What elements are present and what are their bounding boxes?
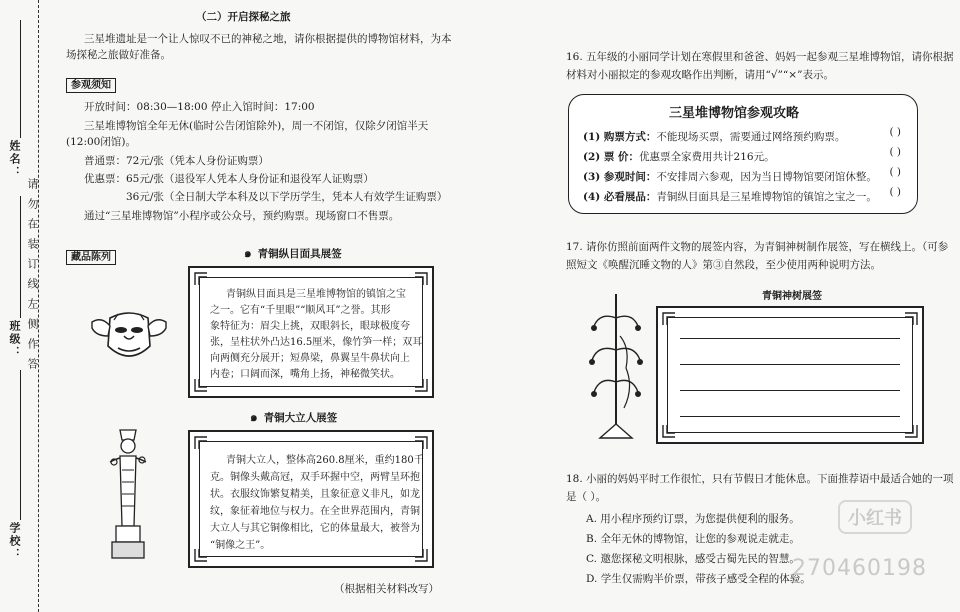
exhibit2-line-3: 状。衣服纹饰繁复精美，且象征意义非凡，如龙 [210, 489, 420, 500]
q18-line-2: 是（ ）。 [566, 491, 607, 503]
fret-corner-ornament [413, 377, 429, 393]
q16-line-2: 材料对小丽拟定的参观攻略作出判断，请用“√”“×”表示。 [566, 69, 834, 81]
guide-item-2 [583, 145, 905, 164]
fret-corner-ornament [661, 423, 677, 439]
fret-corner-ornament [193, 377, 209, 393]
fret-corner-ornament [903, 423, 919, 439]
source-note: （根据相关材料改写） [334, 583, 439, 595]
fret-corner-ornament [413, 435, 429, 451]
guide-item-2-text: 优惠票全家费用共计216元。 [639, 151, 775, 163]
sacred-tree-icon [586, 288, 646, 442]
name-field [6, 20, 22, 180]
guide-item-3-answer[interactable]: ( ) [889, 166, 901, 178]
exhibit1-line-2: 之一。它有“千里眼”“顺风耳”之誉。其形 [210, 305, 391, 316]
name-label: 姓名： [8, 140, 21, 179]
guide-item-3-label: (3) 参观时间： [583, 171, 657, 183]
notice-line-1: 开放时间：08:30—18:00 停止入馆时间：17:00 [84, 101, 315, 113]
school-label: 学校： [8, 522, 21, 561]
mask-icon [88, 306, 170, 370]
exhibit2-line-1: 青铜大立人，整体高260.8厘米，重约180千 [226, 455, 424, 466]
seal-notice: 请勿在装订线左侧作答 [26, 178, 39, 378]
class-underline [20, 196, 21, 318]
bronze-mask-illustration [88, 306, 170, 370]
q16-line-1: 16. 五年级的小丽同学计划在寒假里和爸爸、妈妈一起参观三星堆博物馆，请你根据 [566, 51, 954, 63]
exhibit2-title [250, 410, 337, 425]
exhibit2-line-6: “铜像之王”。 [210, 540, 271, 551]
exhibit2-title-text: 青铜大立人展签 [263, 412, 338, 424]
answer-line-2[interactable] [680, 364, 900, 365]
q18-option-a[interactable]: A. 用小程序预约订票，为您提供便利的服务。 [586, 513, 800, 525]
guide-item-1-label: (1) 购票方式： [583, 131, 657, 143]
fret-corner-ornament [903, 311, 919, 327]
exhibit1-line-6: 内卷；口阔而深，嘴角上扬，神秘微笑状。 [210, 369, 400, 380]
exhibit1-title [244, 246, 342, 261]
exhibit1-title-text: 青铜纵目面具展签 [257, 248, 342, 260]
exhibit1-line-4: 张，呈柱状外凸达16.5厘米，像竹笋一样；双耳 [210, 337, 423, 348]
answer-line-3[interactable] [680, 390, 900, 391]
q18-option-b[interactable]: B. 全年无休的博物馆，让您的参观说走就走。 [586, 533, 800, 545]
notice-line-5: 优惠票：65元/张（退役军人凭本人身份证和退役军人证购票） [84, 173, 374, 185]
guide-item-1-text: 不能现场买票，需要通过网络预约购票。 [656, 131, 846, 143]
section-title: （二）开启探秘之旅 [196, 11, 291, 23]
exhibit1-label-frame [188, 266, 434, 398]
guide-item-3 [583, 165, 905, 184]
q17-line-2: 照短文《唤醒沉睡文物的人》第③自然段，至少使用两种说明方法。 [566, 259, 881, 271]
bronze-sacred-tree-illustration [586, 288, 646, 442]
notice-line-3: (12:00闭馆)。 [66, 136, 136, 148]
guide-title: 三星堆博物馆参观攻略 [669, 106, 800, 121]
binding-margin [0, 0, 50, 612]
guide-item-4-text: 青铜纵目面具是三星堆博物馆的镇馆之宝之一。 [656, 191, 877, 203]
guide-item-4-label: (4) 必看展品： [583, 191, 657, 203]
exhibit2-label-frame [188, 430, 434, 568]
fret-corner-ornament [661, 311, 677, 327]
guide-item-1-answer[interactable]: ( ) [889, 126, 901, 138]
school-field [6, 370, 22, 590]
q18-line-1: 18. 小丽的妈妈平时工作很忙，只有节假日才能休息。下面推荐语中最适合她的一项 [566, 473, 954, 485]
q18-option-d[interactable]: D. 学生仅需购半价票，带孩子感受全程的体验。 [586, 573, 811, 585]
notice-line-7: 通过“三星堆博物馆”小程序或公众号，预约购票。现场窗口不售票。 [84, 210, 400, 222]
school-underline [20, 370, 21, 520]
class-field [6, 196, 22, 366]
answer-line-1[interactable] [680, 338, 900, 339]
exhibit1-line-5: 向两侧充分展开；短鼻梁，鼻翼呈牛鼻状向上 [210, 353, 410, 364]
notice-line-6: 36元/张（全日制大学本科及以下学历学生，凭本人有效学生证购票） [126, 191, 448, 203]
fret-corner-ornament [193, 547, 209, 563]
exhibit1-line-3: 象特征为：眉尖上挑，双眼斜长，眼球极度夸 [210, 321, 410, 332]
name-underline [20, 20, 21, 138]
guide-item-1 [583, 125, 905, 144]
swirl-ornament-icon: ๑ [250, 410, 258, 424]
intro-line-2: 场探秘之旅做好准备。 [66, 49, 171, 61]
bronze-standing-figure-illustration [106, 426, 150, 564]
notice-line-4: 普通票：72元/张（凭本人身份证购票） [84, 155, 269, 167]
tree-label-title: 青铜神树展签 [762, 291, 822, 302]
watermark-id: 270460198 [792, 556, 927, 581]
guide-item-2-answer[interactable]: ( ) [889, 146, 901, 158]
guide-item-3-text: 不安排周六参观，因为当日博物馆要闭馆休整。 [656, 171, 877, 183]
q17-line-1: 17. 请你仿照前面两件文物的展签内容，为青铜神树制作展签，写在横线上。（可参 [566, 241, 949, 253]
notice-tag: 参观须知 [66, 78, 116, 93]
guide-item-4-answer[interactable]: ( ) [889, 186, 901, 198]
exhibit1-line-1: 青铜纵目面具是三星堆博物馆的镇馆之宝 [226, 289, 406, 300]
guide-item-2-label: (2) 票 价： [583, 151, 640, 163]
swirl-ornament-icon: ๑ [244, 246, 252, 260]
fret-corner-ornament [413, 547, 429, 563]
watermark-brand: 小红书 [838, 500, 912, 534]
visit-guide-box [568, 94, 918, 214]
notice-line-2: 三星堆博物馆全年无休(临时公告闭馆除外)，周一不闭馆，仅除夕闭馆半天 [84, 120, 429, 132]
tree-label-frame [656, 306, 924, 444]
class-label: 班级： [8, 320, 21, 359]
exhibit2-line-4: 纹，象征着地位与权力。在全世界范围内，青铜 [210, 506, 420, 517]
fret-corner-ornament [193, 271, 209, 287]
intro-line-1: 三星堆遗址是一个让人惊叹不已的神秘之地，请你根据提供的博物馆材料，为本 [84, 33, 452, 45]
q18-option-c[interactable]: C. 邀您探秘文明根脉，感受古蜀先民的智慧。 [586, 553, 800, 565]
exhibit2-line-2: 克。铜像头戴高冠，双手环握中空，两臂呈环抱 [210, 472, 420, 483]
fret-corner-ornament [193, 435, 209, 451]
answer-line-4[interactable] [680, 416, 900, 417]
fret-corner-ornament [413, 271, 429, 287]
collection-tag: 藏品陈列 [66, 250, 116, 265]
exhibit2-line-5: 大立人与其它铜像相比，它的体量最大，被誉为 [210, 523, 420, 534]
standing-figure-icon [106, 426, 150, 564]
guide-item-4 [583, 185, 905, 204]
